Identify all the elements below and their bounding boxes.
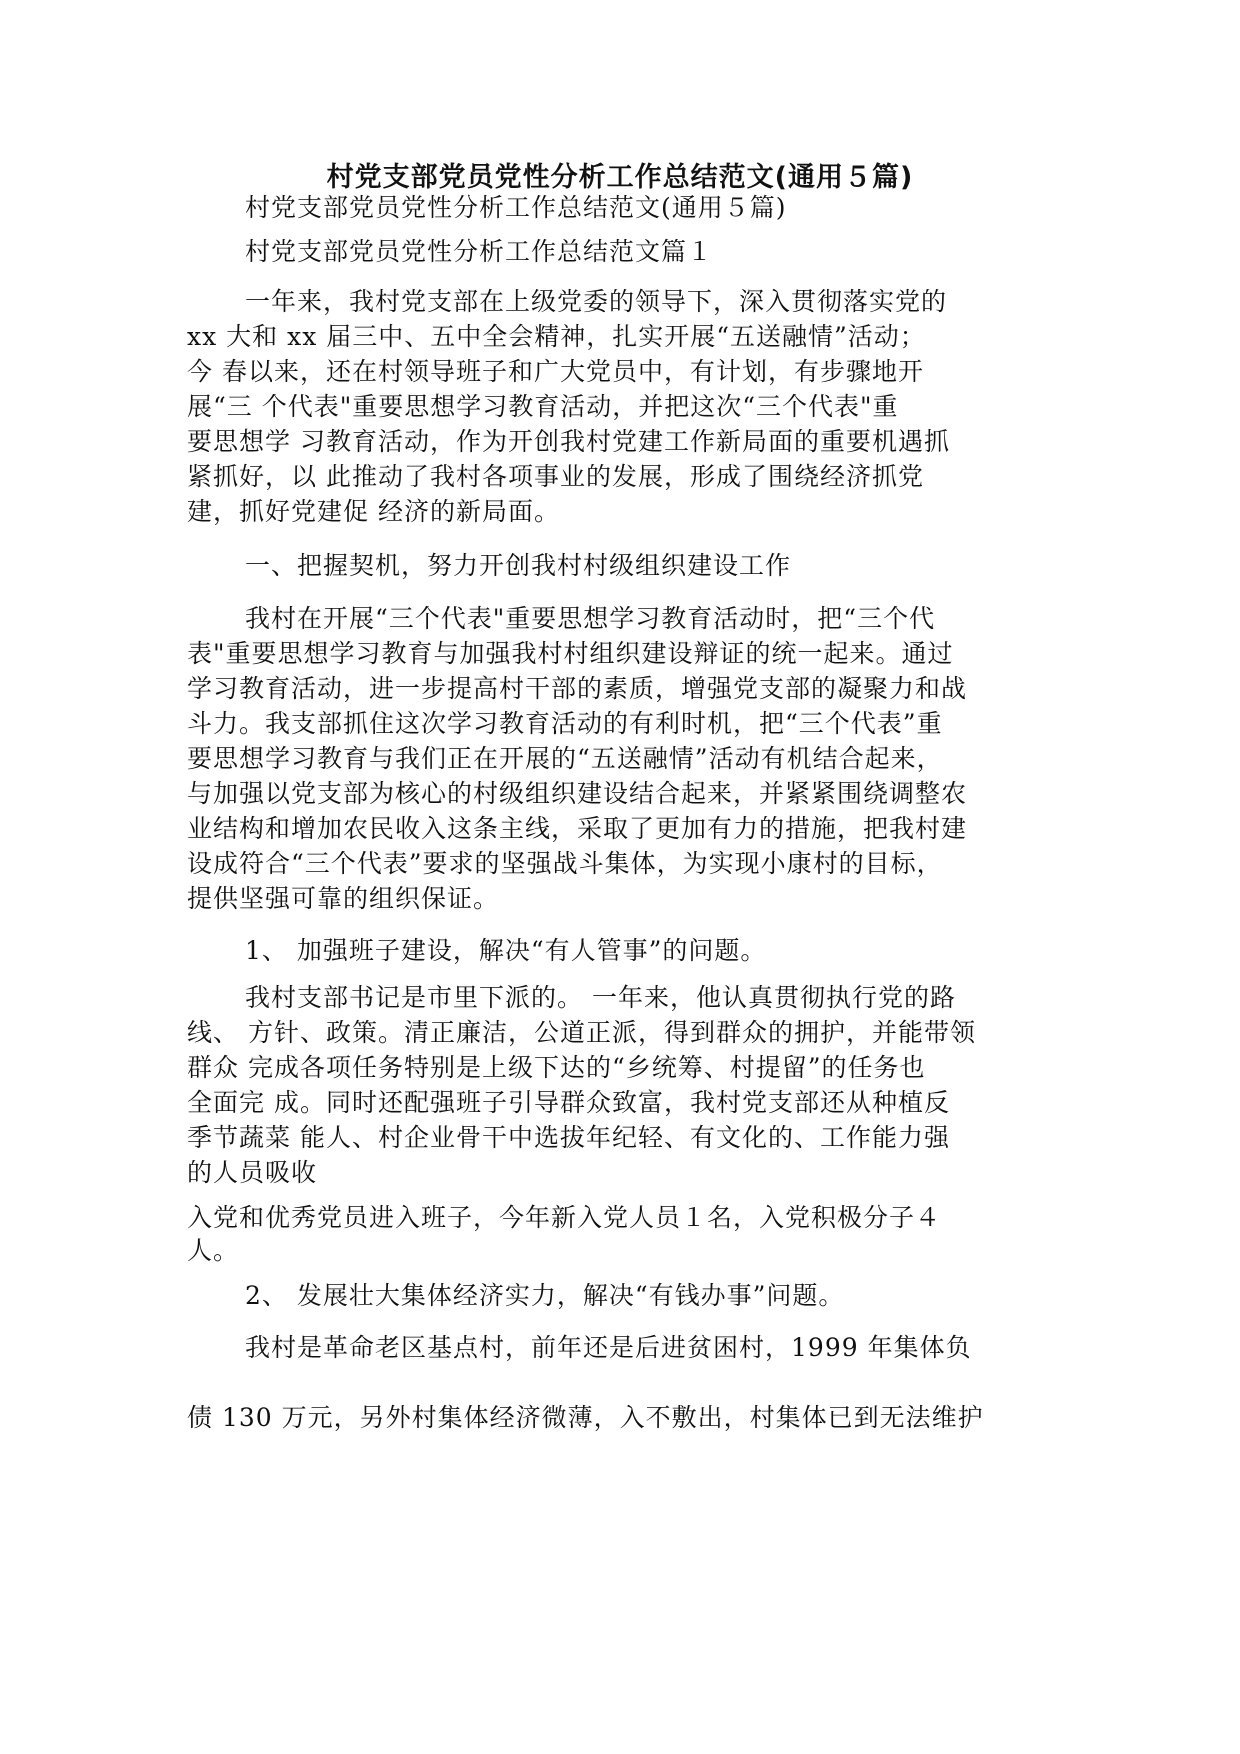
paragraph-line: 提供坚强可靠的组织保证。 (187, 884, 500, 913)
paragraph-line: 表"重要思想学习教育与加强我村村组织建设辩证的统一起来。通过 (187, 639, 954, 668)
paragraph-line: xx 大和 xx 届三中、五中全会精神，扎实开展“五送融情”活动； (187, 322, 926, 351)
paragraph-line: 一年来，我村党支部在上级党委的领导下，深入贯彻落实党的 (245, 287, 948, 316)
section-heading-line: 一、把握契机，努力开创我村村级组织建设工作 (245, 551, 792, 580)
paragraph-line: 斗力。我支部抓住这次学习教育活动的有利时机，把“三个代表”重 (187, 709, 943, 738)
subsection-heading-line: 2、 发展壮大集体经济实力，解决“有钱办事”问题。 (245, 1281, 845, 1310)
paragraph-line: 业结构和增加农民收入这条主线，采取了更加有力的措施，把我村建 (187, 814, 968, 843)
paragraph-line: 今 春以来，还在村领导班子和广大党员中，有计划，有步骤地开 (187, 357, 924, 386)
paragraph-line: 季节蔬菜 能人、村企业骨干中选拔年纪轻、有文化的、工作能力强 (187, 1123, 950, 1152)
document-title: 村党支部党员党性分析工作总结范文(通用５篇) (326, 162, 914, 193)
paragraph-line: 与加强以党支部为核心的村级组织建设结合起来，并紧紧围绕调整农 (187, 779, 968, 808)
paragraph-line: 紧抓好，以 此推动了我村各项事业的发展，形成了围绕经济抓党 (187, 462, 924, 491)
paragraph-line: 要思想学习教育与我们正在开展的“五送融情”活动有机结合起来， (187, 744, 943, 773)
paragraph-line: 群众 完成各项任务特别是上级下达的“乡统筹、村提留”的任务也 (187, 1053, 926, 1082)
paragraph-line: 展“三 个代表"重要思想学习教育活动，并把这次“三个代表"重 (187, 392, 899, 421)
paragraph-line: 债 130 万元，另外村集体经济微薄，入不敷出，村集体已到无法维护 (187, 1403, 984, 1432)
paragraph-line: 我村支部书记是市里下派的。 一年来，他认真贯彻执行党的路 (245, 983, 956, 1012)
paragraph-line: 我村在开展“三个代表"重要思想学习教育活动时，把“三个代 (245, 604, 936, 633)
paragraph-line: 建，抓好党建促 经济的新局面。 (187, 497, 560, 526)
paragraph-line: 线、 方针、政策。清正廉洁，公道正派，得到群众的拥护，并能带领 (187, 1018, 976, 1047)
paragraph-line: 要思想学 习教育活动，作为开创我村党建工作新局面的重要机遇抓 (187, 427, 950, 456)
paragraph-line: 设成符合“三个代表”要求的坚强战斗集体，为实现小康村的目标， (187, 849, 943, 878)
paragraph-line: 学习教育活动，进一步提高村干部的素质，增强党支部的凝聚力和战 (187, 674, 968, 703)
subtitle-line: 村党支部党员党性分析工作总结范文(通用５篇) (245, 193, 787, 222)
paragraph-line: 人。 (187, 1236, 240, 1265)
section-heading-line: 村党支部党员党性分析工作总结范文篇１ (245, 237, 714, 266)
paragraph-line: 全面完 成。同时还配强班子引导群众致富，我村党支部还从种植反 (187, 1088, 950, 1117)
paragraph-line: 我村是革命老区基点村，前年还是后进贫困村，1999 年集体负 (245, 1333, 972, 1362)
subsection-heading-line: 1、 加强班子建设，解决“有人管事”的问题。 (245, 936, 767, 965)
paragraph-line: 的人员吸收 (187, 1158, 318, 1187)
paragraph-line: 入党和优秀党员进入班子，今年新入党人员１名，入党积极分子４ (187, 1203, 942, 1232)
